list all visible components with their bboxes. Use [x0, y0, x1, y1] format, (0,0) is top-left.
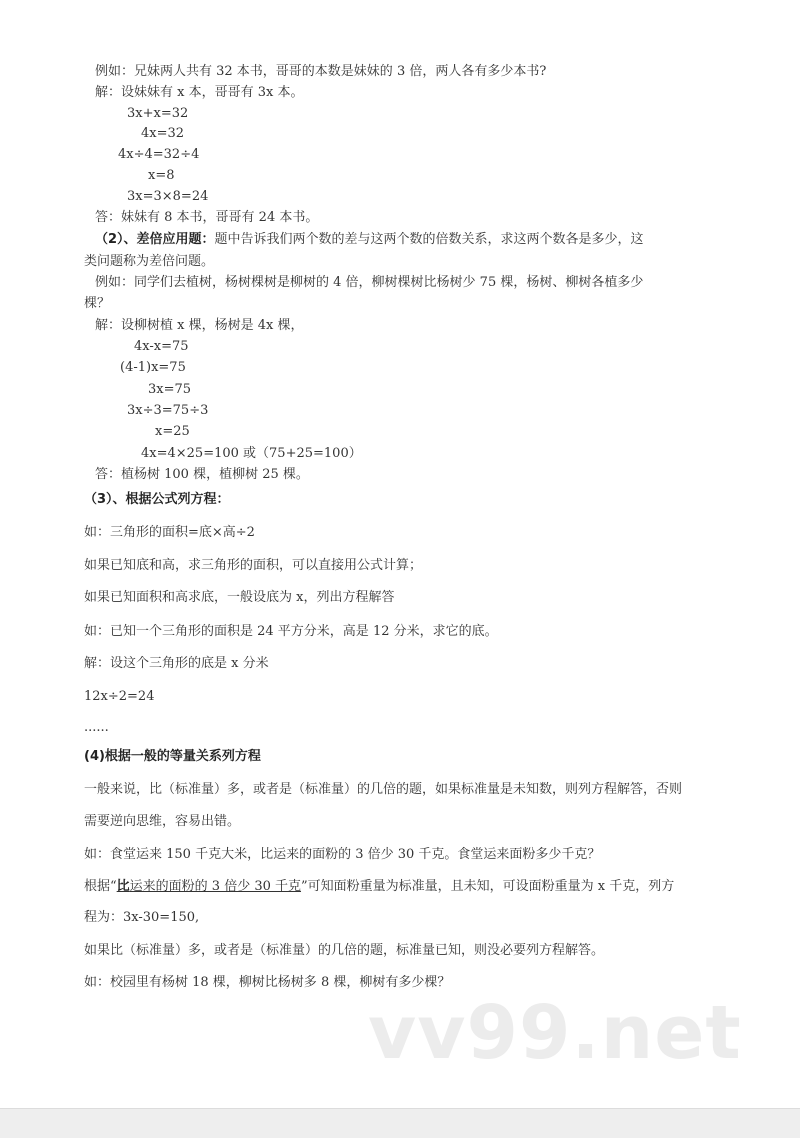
section3-line: 如：三角形的面积=底×高÷2: [84, 525, 255, 540]
equation-step: x=8: [148, 168, 175, 183]
example2-answer: 答：植杨树 100 棵，植柳树 25 棵。: [95, 467, 309, 482]
equation-step: 3x=3×8=24: [127, 189, 209, 204]
equation-step: 4x=32: [141, 126, 185, 141]
section4-line: 需要逆向思维，容易出错。: [84, 814, 241, 829]
example1-answer: 答：妹妹有 8 本书，哥哥有 24 本书。: [95, 210, 319, 225]
section2-text-cont: 类问题称为差倍问题。: [84, 254, 215, 269]
equation-step: x=25: [155, 424, 190, 439]
example2-solution: 解：设柳树植 x 棵，杨树是 4x 棵，: [95, 318, 304, 333]
equation-step: 4x-x=75: [134, 339, 189, 354]
section3-line: 如果已知面积和高求底，一般设底为 x，列出方程解答: [84, 590, 395, 605]
section4-line: 程为：3x-30=150,: [84, 910, 200, 925]
equation-step: 3x÷3=75÷3: [127, 403, 209, 418]
example1-question: 例如：兄妹两人共有 32 本书，哥哥的本数是妹妹的 3 倍，两人各有多少本书?: [95, 64, 547, 79]
section4-line: 如：校园里有杨树 18 棵，柳树比杨树多 8 棵，柳树有多少棵？: [84, 975, 451, 990]
watermark: vv99.net: [368, 990, 742, 1076]
text: 根据“: [84, 879, 117, 894]
example2-question-cont: 棵？: [84, 296, 111, 311]
example2-question: 例如：同学们去植树，杨树棵树是柳树的 4 倍，柳树棵树比杨树少 75 棵，杨树、柳树各植多少: [95, 275, 644, 290]
section4-line: 如果比（标准量）多，或者是（标准量）的几倍的题，标准量已知，则没必要列方程解答。: [84, 943, 605, 958]
section4-line: 一般来说，比（标准量）多，或者是（标准量）的几倍的题，如果标准量是未知数，则列方程解答，否则: [84, 782, 683, 797]
equation-step: 4x÷4=32÷4: [118, 147, 200, 162]
equation-step: 3x=75: [148, 382, 192, 397]
emphasis-text: 比: [116, 879, 130, 894]
equation-step: 3x+x=32: [127, 106, 189, 121]
text: ”可知面粉重量为标准量，且未知，可设面粉重量为 x 千克，列方: [301, 879, 675, 894]
section4-line: [84, 878, 674, 896]
section2-text: 题中告诉我们两个数的差与这两个数的倍数关系，求这两个数各是多少，这: [214, 232, 644, 247]
section4-heading: (4)根据一般的等量关系列方程: [84, 749, 261, 764]
equation-step: 4x=4×25=100 或（75+25=100）: [141, 446, 362, 461]
section3-line: 12x÷2=24: [84, 689, 155, 704]
section3-line: 如：已知一个三角形的面积是 24 平方分米，高是 12 分米，求它的底。: [84, 624, 498, 639]
section2-heading: （2）、差倍应用题：: [95, 232, 215, 247]
section4-line: 如：食堂运来 150 千克大米，比运来的面粉的 3 倍少 30 千克。食堂运来面粉多少千克？: [84, 847, 601, 862]
section2-paragraph: [95, 231, 644, 249]
equation-step: (4-1)x=75: [120, 360, 186, 375]
section3-heading: （3）、根据公式列方程：: [84, 492, 230, 507]
ellipsis: ......: [84, 720, 109, 735]
section3-line: 解：设这个三角形的底是 x 分米: [84, 656, 269, 671]
example1-solution: 解：设妹妹有 x 本，哥哥有 3x 本。: [95, 85, 304, 100]
section3-line: 如果已知底和高，求三角形的面积，可以直接用公式计算；: [84, 558, 423, 573]
horizontal-scrollbar[interactable]: [0, 1108, 800, 1138]
underlined-text: 运来的面粉的 3 倍少 30 千克: [129, 879, 302, 894]
